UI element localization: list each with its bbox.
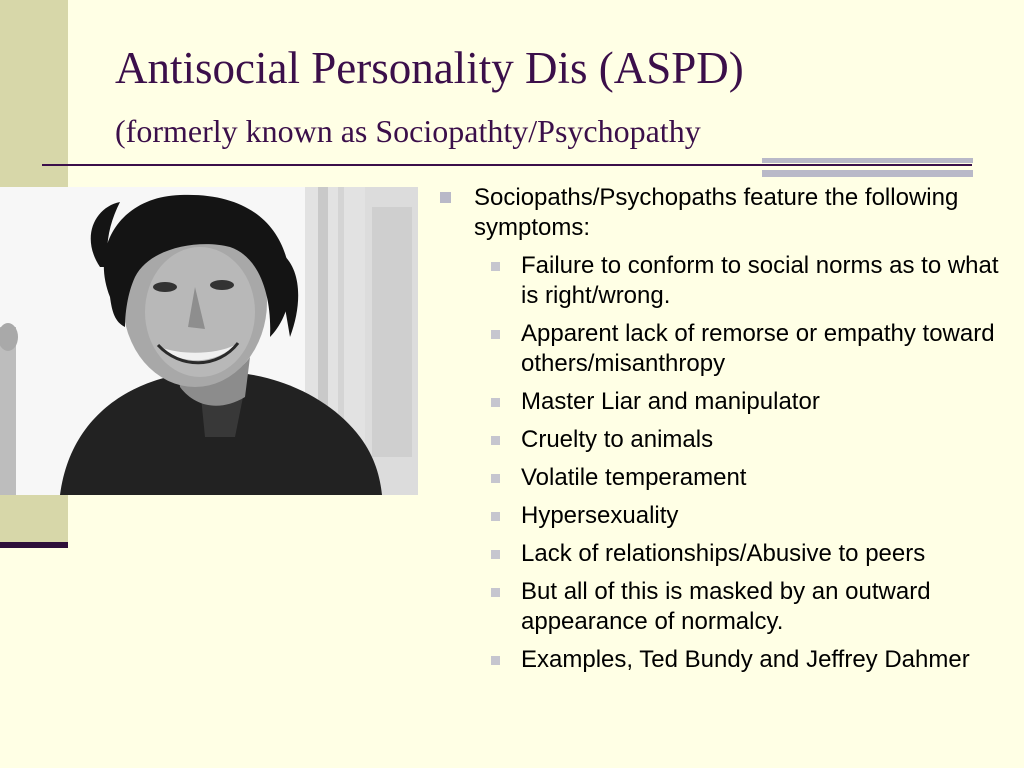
list-item-text: Master Liar and manipulator (521, 388, 820, 415)
list-item (434, 319, 1004, 379)
list-item-text: Apparent lack of remorse or empathy toward others/misanthropy (521, 320, 995, 377)
list-item (434, 425, 1004, 455)
square-bullet-icon (491, 330, 500, 339)
list-item-text: Lack of relationships/Abusive to peers (521, 540, 926, 567)
square-bullet-icon (491, 398, 500, 407)
title-divider-accent-top (762, 158, 973, 163)
list-item-text: Failure to conform to social norms as to what is right/wrong. (521, 252, 999, 309)
list-item (434, 387, 1004, 417)
list-item (434, 577, 1004, 637)
list-item (434, 501, 1004, 531)
list-item (434, 463, 1004, 493)
list-item-text: Examples, Ted Bundy and Jeffrey Dahmer (521, 646, 970, 673)
list-item-text: Cruelty to animals (521, 426, 714, 453)
list-item-text: Sociopaths/Psychopaths feature the following symptoms: (474, 184, 959, 241)
slide-title: Antisocial Personality Dis (ASPD) (115, 43, 744, 93)
square-bullet-icon (491, 262, 500, 271)
square-bullet-icon (491, 588, 500, 597)
title-divider-accent-bottom (762, 170, 973, 177)
left-accent-bar (0, 542, 68, 548)
symptom-list (434, 183, 1004, 683)
square-bullet-icon (491, 656, 500, 665)
square-bullet-icon (440, 192, 451, 203)
list-item (434, 539, 1004, 569)
title-divider (42, 164, 972, 166)
square-bullet-icon (491, 474, 500, 483)
portrait-photo (0, 187, 418, 495)
list-item-main (434, 183, 1004, 243)
square-bullet-icon (491, 436, 500, 445)
list-item (434, 645, 1004, 675)
list-item-text: Volatile temperament (521, 464, 747, 491)
list-item (434, 251, 1004, 311)
square-bullet-icon (491, 512, 500, 521)
list-item-text: Hypersexuality (521, 502, 679, 529)
list-item-text: But all of this is masked by an outward appearance of normalcy. (521, 578, 931, 635)
square-bullet-icon (491, 550, 500, 559)
slide-subtitle: (formerly known as Sociopathty/Psychopathy (115, 113, 701, 149)
